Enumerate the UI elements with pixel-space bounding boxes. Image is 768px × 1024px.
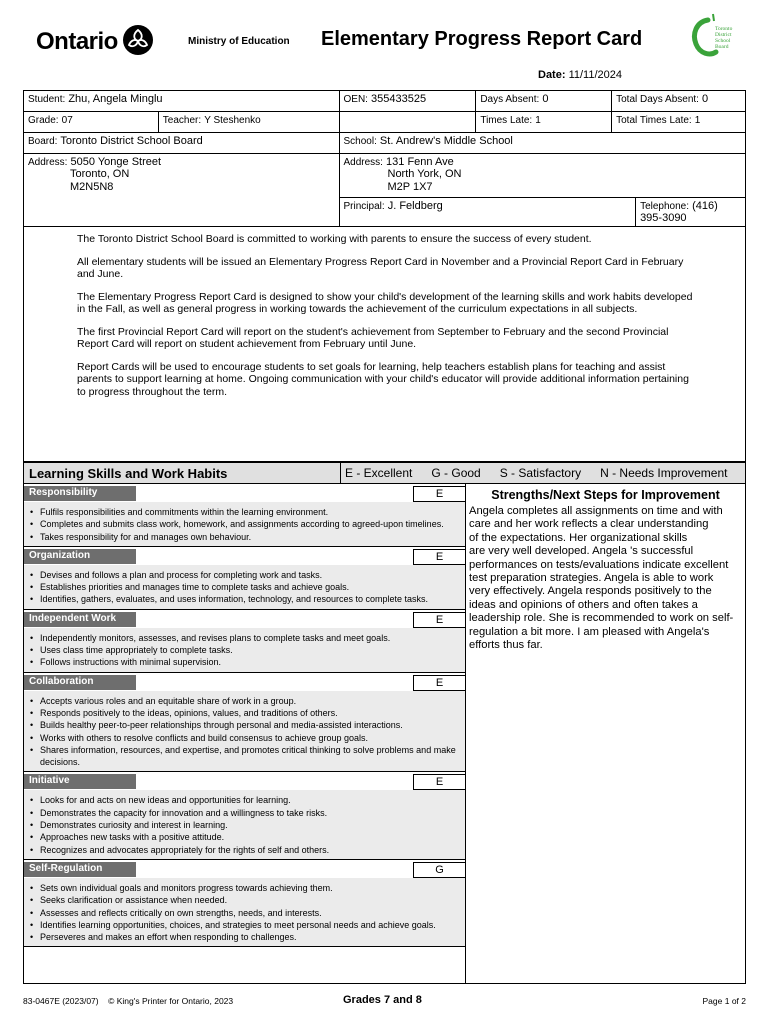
total-times-late-cell: Total Times Late: 1: [612, 112, 746, 133]
intro-paragraph: The first Provincial Report Card will report on the student's achievement from September to February and the second Provincial Report Card will report on student achievement from February until June.: [77, 325, 669, 350]
date-row: [538, 69, 622, 81]
oen-value: 355433525: [371, 93, 427, 105]
comment-line: leadership role. She is recommended to work on self-: [469, 612, 734, 625]
times-late-cell: Times Late: 1: [476, 112, 612, 133]
skills-column: [23, 484, 465, 984]
skill-criterion: • Demonstrates the capacity for innovation and a willingness to take risks.: [30, 807, 459, 819]
skill-criterion: • Shares information, resources, and expertise, and promotes critical thinking to solve problems and make decisions.: [30, 744, 459, 769]
skill-criteria-list: [24, 691, 465, 772]
scale-needs-improvement: N - Needs Improvement: [600, 466, 728, 480]
skill-block: [24, 547, 465, 610]
school-address-cell: Address: 131 Fenn Ave North York, ON M2P 1X7: [339, 154, 746, 198]
comment-line: very effectively. Angela responds positively to the: [469, 585, 712, 598]
skill-criterion: • Approaches new tasks with a positive attitude.: [30, 831, 459, 843]
skill-criteria-list: [24, 502, 465, 546]
learning-skills-title: Learning Skills and Work Habits: [24, 463, 341, 483]
skill-grade: E: [413, 774, 466, 790]
svg-text:Toronto: Toronto: [715, 26, 733, 32]
home-address-cell: Address: 5050 Yonge Street Toronto, ON M2N5N8: [24, 154, 340, 227]
comments-panel: [465, 484, 746, 984]
skill-name: Initiative: [24, 774, 136, 789]
intro-section: [23, 221, 746, 462]
comment-line: care and her work reflects a clear understanding: [469, 518, 709, 531]
skill-criterion: • Builds healthy peer-to-peer relationships through personal and media-assisted interactions.: [30, 719, 459, 731]
comment-line: test preparation strategies. Angela is able to work: [469, 572, 714, 585]
skill-criterion: • Demonstrates curiosity and interest in learning.: [30, 819, 459, 831]
skill-name: Independent Work: [24, 612, 136, 627]
skill-grade: E: [413, 675, 466, 691]
skill-criterion: • Responds positively to the ideas, opinions, values, and traditions of others.: [30, 707, 459, 719]
skill-header: [24, 673, 465, 691]
document-title: Elementary Progress Report Card: [321, 28, 643, 50]
skill-criterion: • Fulfils responsibilities and commitments within the learning environment.: [30, 506, 459, 518]
comment-line: performances on tests/evaluations indicate excellent: [469, 558, 729, 571]
board-cell: Board: Toronto District School Board: [24, 133, 340, 154]
skill-name: Collaboration: [24, 675, 136, 690]
skill-criterion: • Recognizes and advocates appropriately for the rights of self and others.: [30, 844, 459, 856]
skill-header: [24, 547, 465, 565]
skill-criteria-list: [24, 790, 465, 858]
student-info-table: [23, 90, 746, 227]
skill-criterion: • Uses class time appropriately to complete tasks.: [30, 644, 459, 656]
page-header: [0, 0, 768, 90]
svg-text:District: District: [715, 32, 732, 38]
comment-line: ideas and opinions of others and often takes a: [469, 598, 698, 611]
skill-criterion: • Looks for and acts on new ideas and opportunities for learning.: [30, 794, 459, 806]
intro-paragraph: The Toronto District School Board is committed to working with parents to ensure the success of every student.: [77, 233, 592, 245]
skill-criterion: • Establishes priorities and manages time to complete tasks and achieve goals.: [30, 581, 459, 593]
skill-grade: G: [413, 862, 466, 878]
skill-grade: E: [413, 486, 466, 502]
skill-criterion: • Takes responsibility for and manages own behaviour.: [30, 531, 459, 543]
student-name: Zhu, Angela Minglu: [68, 93, 163, 105]
skill-criterion: • Seeks clarification or assistance when needed.: [30, 894, 459, 906]
comment-line: regulation a bit more. I am pleased with Angela's: [469, 625, 710, 638]
comments-title: Strengths/Next Steps for Improvement: [491, 488, 720, 502]
skill-criterion: • Devises and follows a plan and process for completing work and tasks.: [30, 569, 459, 581]
blank-cell: [339, 112, 476, 133]
scale-excellent: E - Excellent: [345, 466, 413, 480]
skill-criterion: • Accepts various roles and an equitable share of work in a group.: [30, 695, 459, 707]
skill-criterion: • Works with others to resolve conflicts and build consensus to achieve group goals.: [30, 732, 459, 744]
form-number: 83-0467E (2023/07): [23, 996, 99, 1006]
days-absent-cell: Days Absent: 0: [476, 91, 612, 112]
skill-criterion: • Completes and submits class work, homework, and assignments according to agreed-upon timelines.: [30, 518, 459, 530]
skill-block: [24, 610, 465, 673]
intro-paragraph: Report Cards will be used to encourage students to set goals for learning, help teachers establish plans for teaching and assist parents to support learning at home. Ongoing communication with your child's educator will provide additional information pertaining to progress throughout the term.: [77, 360, 689, 398]
skill-criterion: • Perseveres and makes an effort when responding to challenges.: [30, 931, 459, 943]
skill-header: [24, 772, 465, 790]
skill-criterion: • Identifies, gathers, evaluates, and uses information, technology, and resources to complete tasks.: [30, 593, 459, 605]
skill-criterion: • Assesses and reflects critically on own strengths, needs, and interests.: [30, 907, 459, 919]
comment-line: efforts thus far.: [469, 639, 543, 652]
student-cell: Student: Zhu, Angela Minglu: [24, 91, 340, 112]
skill-criterion: • Sets own individual goals and monitors progress towards achieving them.: [30, 882, 459, 894]
svg-text:Board: Board: [715, 44, 729, 50]
comment-line: Angela completes all assignments on time and with: [469, 505, 723, 517]
comment-line: of the expectations. Her organizational skills: [469, 531, 688, 544]
skill-criterion: • Follows instructions with minimal supervision.: [30, 656, 459, 668]
copyright: © King's Printer for Ontario, 2023: [108, 996, 234, 1006]
school-cell: School: St. Andrew's Middle School: [339, 133, 746, 154]
skill-block: [24, 860, 465, 947]
skill-name: Responsibility: [24, 486, 136, 501]
footer-form-info: [23, 996, 233, 1006]
skill-grade: E: [413, 549, 466, 565]
skill-block: [24, 673, 465, 773]
rating-scale: [341, 463, 745, 483]
page-number: Page 1 of 2: [702, 996, 746, 1006]
telephone-cell: Telephone: (416) 395-3090: [636, 198, 746, 227]
svg-text:School: School: [715, 38, 731, 44]
intro-paragraph: The Elementary Progress Report Card is designed to show your child's development of the learning skills and work habits developed in the Fall, as well as general progress in working towards the achievement of the curriculum expectations in all subjects.: [77, 290, 693, 315]
skill-header: [24, 484, 465, 502]
ministry-label: Ministry of Education: [188, 36, 290, 47]
tdsb-logo: [688, 12, 744, 62]
skill-header: [24, 610, 465, 628]
trillium-icon: [122, 24, 154, 56]
skill-criteria-list: [24, 628, 465, 672]
scale-satisfactory: S - Satisfactory: [499, 466, 582, 480]
oen-cell: OEN: 355433525: [339, 91, 476, 112]
skill-block: [24, 484, 465, 547]
grades-label: Grades 7 and 8: [343, 994, 422, 1006]
teacher-cell: Teacher: Y Steshenko: [158, 112, 339, 133]
total-days-absent-cell: Total Days Absent: 0: [612, 91, 746, 112]
date-value: 11/11/2024: [568, 69, 622, 81]
date-label: Date:: [538, 69, 566, 81]
learning-skills-header: [23, 462, 746, 484]
skill-criteria-list: [24, 565, 465, 609]
ontario-logo-text: Ontario: [36, 28, 118, 55]
skill-criteria-list: [24, 878, 465, 946]
skill-name: Organization: [24, 549, 136, 564]
skill-criterion: • Identifies learning opportunities, choices, and strategies to meet personal needs and achieve goals.: [30, 919, 459, 931]
skill-header: [24, 860, 465, 878]
principal-cell: Principal: J. Feldberg: [339, 198, 636, 227]
skill-block: [24, 772, 465, 859]
comments-body: [469, 505, 742, 652]
grade-cell: Grade: 07: [24, 112, 159, 133]
scale-good: G - Good: [431, 466, 481, 480]
skill-name: Self-Regulation: [24, 862, 136, 877]
skill-grade: E: [413, 612, 466, 628]
comment-line: are very well developed. Angela 's successful: [469, 545, 694, 558]
skill-criterion: • Independently monitors, assesses, and revises plans to complete tasks and meet goals.: [30, 632, 459, 644]
intro-paragraph: All elementary students will be issued an Elementary Progress Report Card in November and a Provincial Report Card in February and June.: [77, 255, 684, 280]
